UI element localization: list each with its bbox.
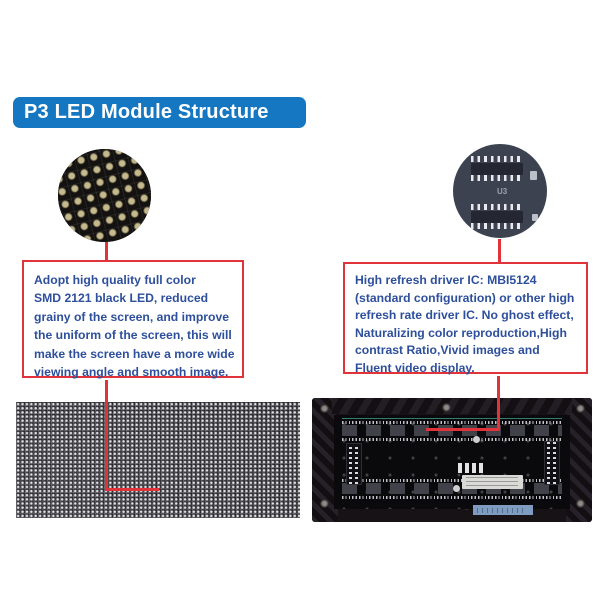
led-dots-pattern (58, 149, 151, 242)
frame-ribs (332, 398, 572, 414)
led-closeup-photo (58, 149, 151, 242)
callout-line-driver-elbow (426, 428, 500, 431)
callout-text-line: High refresh driver IC: MBI5124 (355, 273, 537, 287)
screw (320, 404, 329, 413)
driver-ic-row (342, 479, 562, 499)
dip-components (458, 463, 484, 473)
callout-text-line: Naturalizing color reproduction,High (355, 325, 567, 340)
driver-ic-row (342, 421, 562, 441)
callout-text-line: Adopt high quality full color (34, 273, 196, 287)
module-back-photo (312, 398, 592, 522)
screw (576, 404, 585, 413)
blue-label (473, 505, 533, 515)
ic-closeup-photo (453, 144, 547, 238)
page-title-banner (13, 97, 306, 128)
screw (442, 403, 451, 412)
callout-text-line: refresh rate driver IC. No ghost effect, (355, 308, 574, 323)
ic-chip (471, 156, 523, 181)
mount-hole (473, 436, 480, 443)
callout-line-led-bottom (105, 380, 108, 490)
pin-connector (346, 443, 362, 485)
page-title: P3 LED Module Structure (24, 101, 269, 123)
ic-body (471, 162, 523, 175)
callout-text-line: contrast Ratio,Vivid images and (355, 343, 540, 358)
module-front-photo (16, 402, 300, 518)
smd-component (532, 214, 538, 221)
callout-line-driver-bottom (497, 376, 500, 431)
callout-text-line: grainy of the screen, and improve (34, 309, 230, 324)
pcb-trace (342, 418, 562, 419)
screw (576, 499, 585, 508)
mount-hole (453, 485, 460, 492)
callout-text-line: SMD 2121 black LED, reduced (34, 291, 209, 306)
screw (320, 499, 329, 508)
ic-pins (471, 223, 523, 229)
ic-pins (471, 175, 523, 181)
u3-silkscreen: U3 (497, 187, 508, 196)
callout-box-led (22, 260, 244, 378)
callout-line-led-top (105, 242, 108, 261)
callout-text-line: Fluent video display. (355, 360, 475, 375)
smd-component (530, 171, 537, 180)
callout-line-driver-top (498, 239, 501, 263)
callout-box-driver (343, 262, 588, 374)
callout-text-line: viewing angle and smooth image. (34, 365, 229, 380)
white-label (462, 475, 523, 489)
ic-chip (471, 204, 523, 229)
callout-text-line: make the screen have a more wide (34, 346, 235, 361)
callout-text-line: the uniform of the screen, this will (34, 328, 232, 343)
callout-text-line: (standard configuration) or other high (355, 290, 575, 305)
pin-connector (544, 441, 560, 485)
callout-line-led-elbow (105, 488, 159, 491)
ic-body (471, 210, 523, 223)
